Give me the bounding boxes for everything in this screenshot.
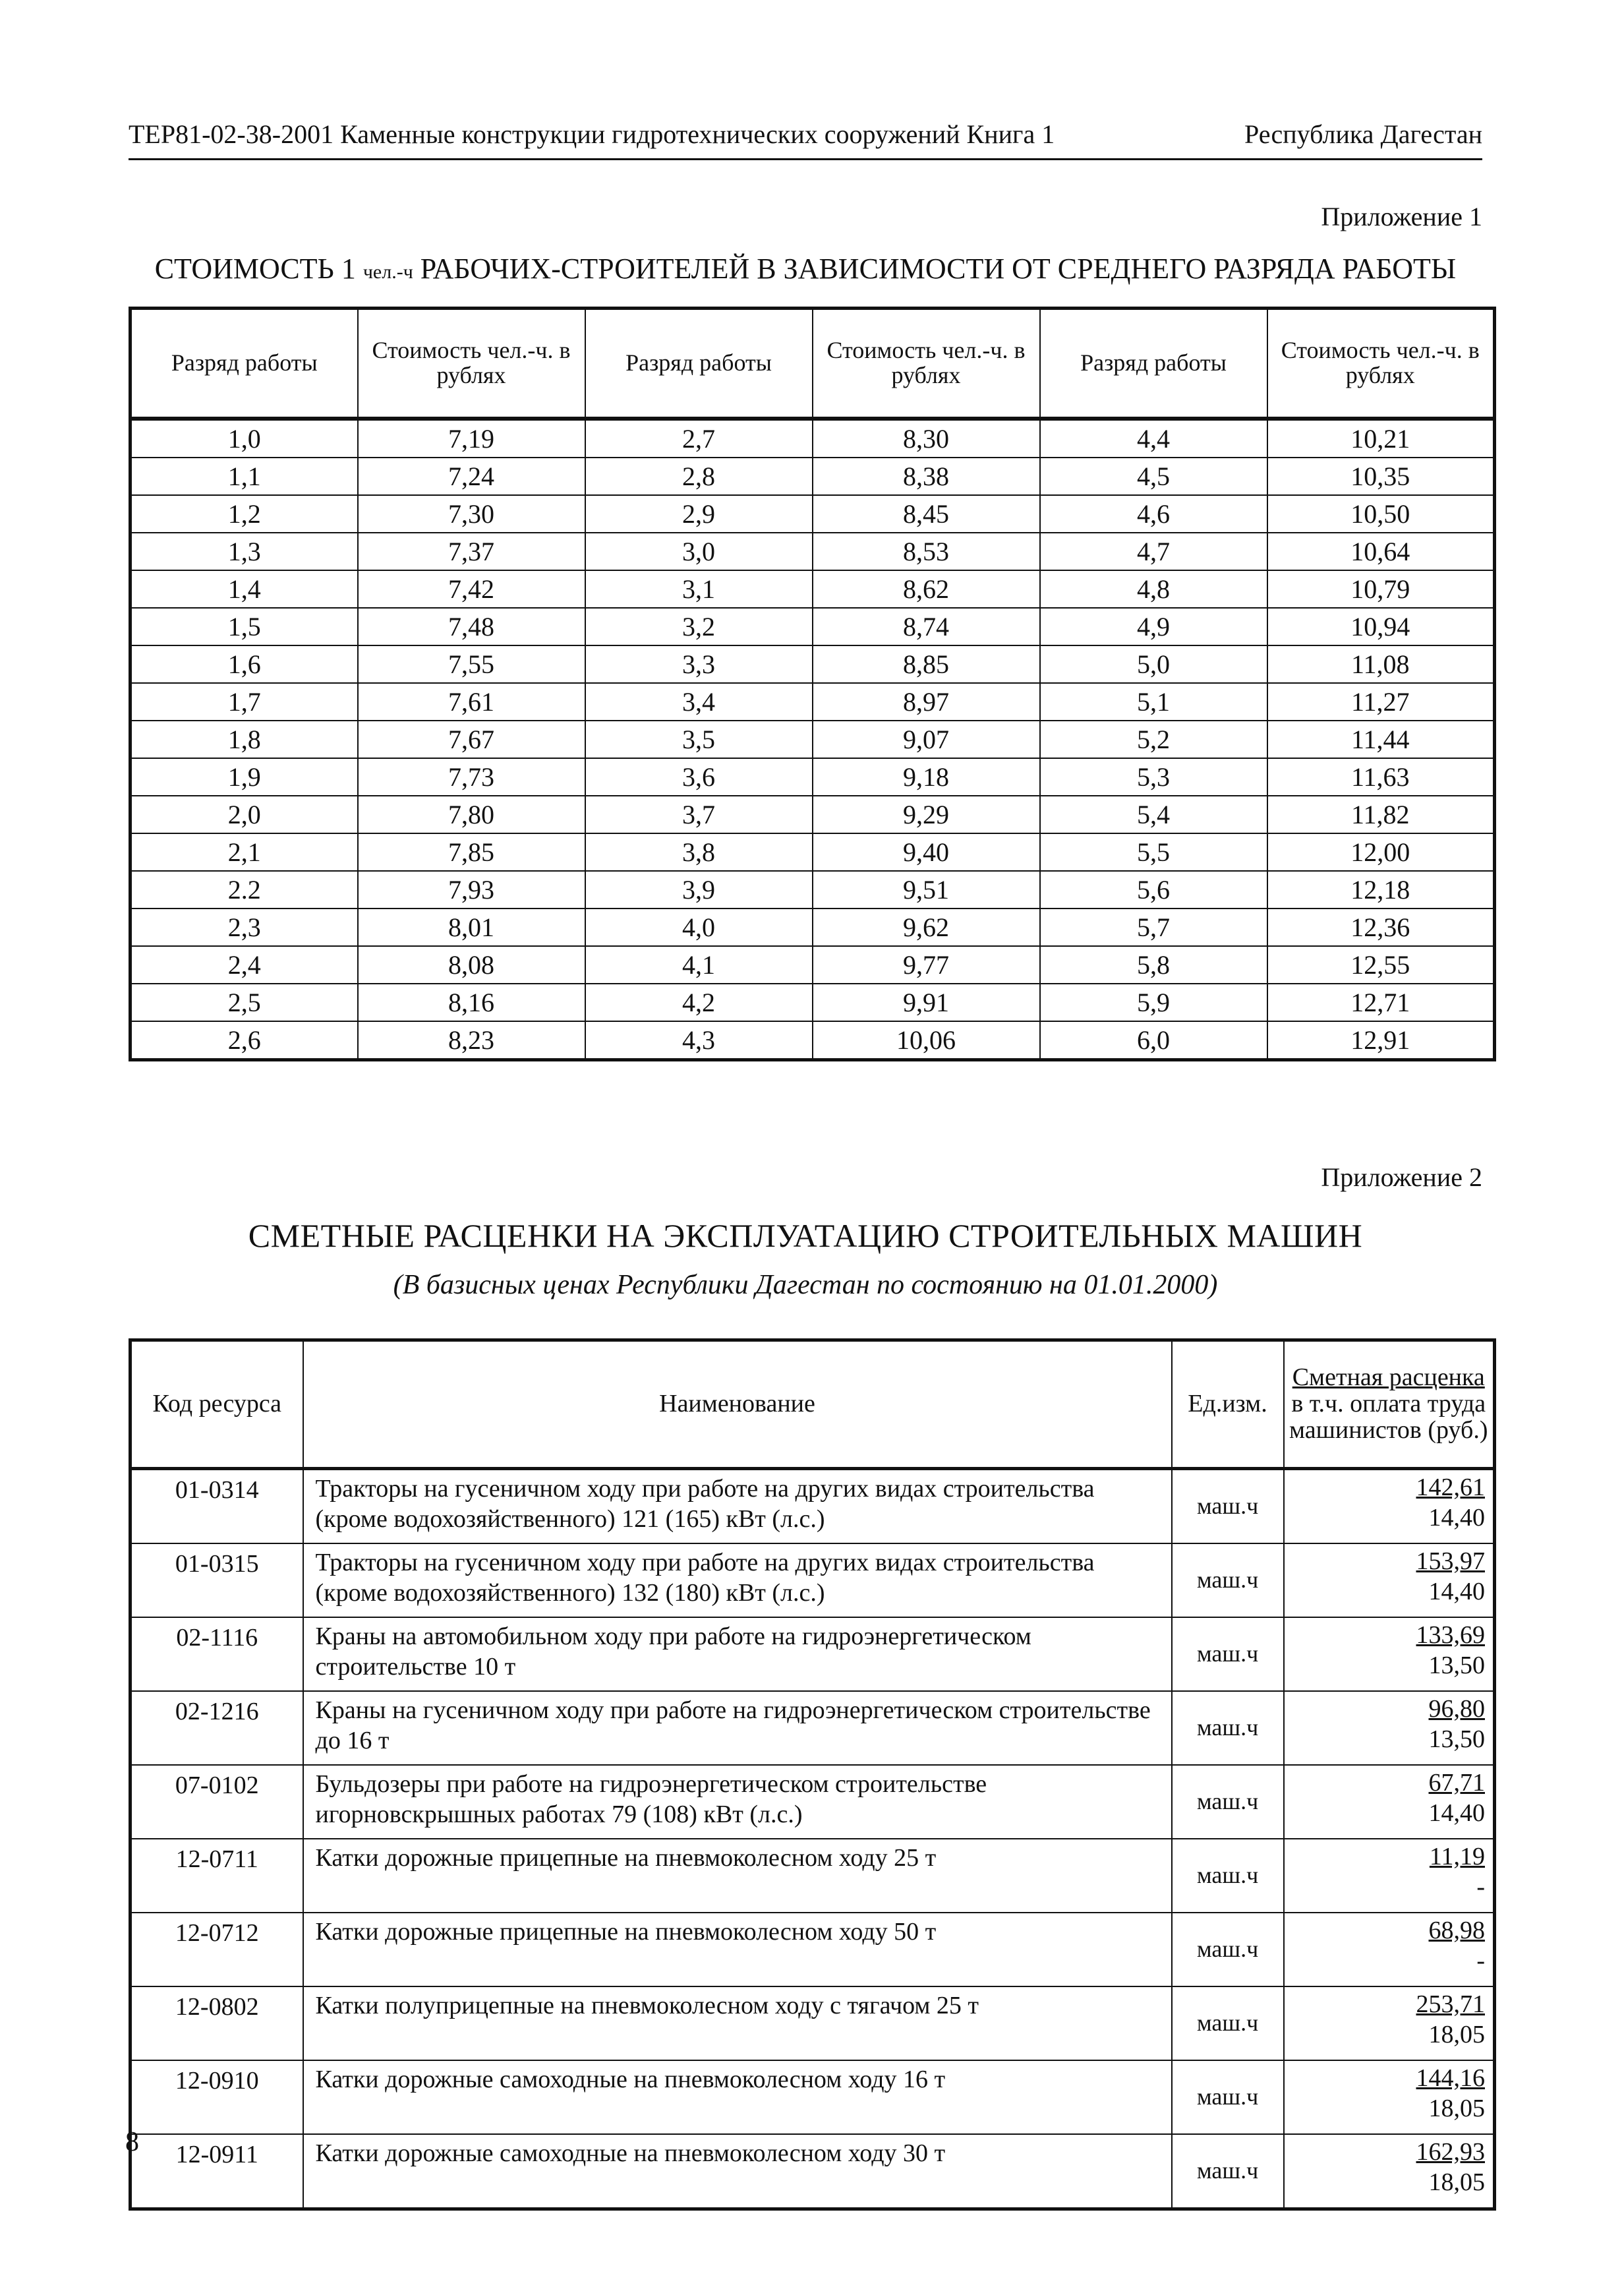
- grade-cell: 5,8: [1040, 946, 1267, 984]
- cost-cell: 8,97: [813, 683, 1040, 721]
- cost-cell: 11,27: [1267, 683, 1495, 721]
- estimated-rate: 142,61: [1416, 1474, 1485, 1501]
- table-row: [130, 570, 1495, 608]
- cost-cell: 8,62: [813, 570, 1040, 608]
- grade-cell: 5,7: [1040, 909, 1267, 946]
- cost-cell: 9,29: [813, 796, 1040, 833]
- resource-code-cell: 07-0102: [130, 1765, 303, 1839]
- table-header-row: [130, 309, 1495, 419]
- grade-cell: 6,0: [1040, 1021, 1267, 1060]
- cost-cell: 10,94: [1267, 608, 1495, 645]
- table-row: [130, 458, 1495, 495]
- table-row: [130, 946, 1495, 984]
- grade-cell: 3,2: [585, 608, 813, 645]
- header-code: Код ресурса: [130, 1340, 303, 1469]
- header-cell: Разряд работы: [585, 309, 813, 419]
- cost-cell: 10,79: [1267, 570, 1495, 608]
- grade-cell: 4,2: [585, 984, 813, 1021]
- grade-cell: 3,7: [585, 796, 813, 833]
- cost-cell: 11,63: [1267, 758, 1495, 796]
- grade-cell: 3,0: [585, 533, 813, 570]
- grade-cell: 5,3: [1040, 758, 1267, 796]
- grade-cell: 4,5: [1040, 458, 1267, 495]
- table-row: [130, 1765, 1495, 1839]
- grade-cell: 4,1: [585, 946, 813, 984]
- table-row: [130, 909, 1495, 946]
- unit-cell: маш.ч: [1172, 1691, 1284, 1765]
- header-cell: Разряд работы: [130, 309, 358, 419]
- estimated-rate: 67,71: [1428, 1769, 1485, 1797]
- cost-cell: 8,38: [813, 458, 1040, 495]
- cost-cell: 12,36: [1267, 909, 1495, 946]
- cost-cell: 8,01: [358, 909, 585, 946]
- cost-cell: 8,16: [358, 984, 585, 1021]
- estimated-rate: 96,80: [1428, 1695, 1485, 1723]
- grade-cell: 3,4: [585, 683, 813, 721]
- resource-code-cell: 01-0314: [130, 1469, 303, 1544]
- grade-cell: 2,6: [130, 1021, 358, 1060]
- resource-code-cell: 01-0315: [130, 1543, 303, 1617]
- header-cell: Стоимость чел.-ч. в рублях: [358, 309, 585, 419]
- resource-name-cell: Катки дорожные прицепные на пневмоколесном ходу 50 т: [303, 1913, 1172, 1986]
- grade-cell: 2,5: [130, 984, 358, 1021]
- table-header-row: [130, 1340, 1495, 1469]
- cost-cell: 10,50: [1267, 495, 1495, 533]
- operator-labor-cost: -: [1476, 1872, 1485, 1901]
- operator-labor-cost: 13,50: [1428, 1725, 1485, 1753]
- resource-code-cell: 02-1216: [130, 1691, 303, 1765]
- table-row: [130, 1913, 1495, 1986]
- unit-cell: маш.ч: [1172, 1765, 1284, 1839]
- table-row: [130, 533, 1495, 570]
- cost-cell: 7,19: [358, 419, 585, 458]
- price-cell: [1284, 1617, 1495, 1691]
- cost-cell: 8,08: [358, 946, 585, 984]
- resource-name-cell: Краны на автомобильном ходу при работе на гидроэнергетическом строительстве 10 т: [303, 1617, 1172, 1691]
- grade-cell: 1,5: [130, 608, 358, 645]
- resource-code-cell: 12-0911: [130, 2134, 303, 2209]
- cost-cell: 8,74: [813, 608, 1040, 645]
- appendix-1-title: [129, 252, 1482, 285]
- table-row: [130, 1986, 1495, 2060]
- grade-cell: 1,0: [130, 419, 358, 458]
- table-row: [130, 608, 1495, 645]
- table-row: [130, 2134, 1495, 2209]
- grade-cell: 4,9: [1040, 608, 1267, 645]
- cost-cell: 7,42: [358, 570, 585, 608]
- price-cell: [1284, 2134, 1495, 2209]
- estimated-rate: 153,97: [1416, 1547, 1485, 1575]
- table-row: [130, 1021, 1495, 1060]
- appendix-1-label: Приложение 1: [1321, 202, 1482, 231]
- grade-cell: 2.2: [130, 871, 358, 909]
- wage-rate-table: [129, 307, 1496, 1061]
- cost-cell: 7,80: [358, 796, 585, 833]
- estimated-rate: 253,71: [1416, 1990, 1485, 2018]
- cost-cell: 12,00: [1267, 833, 1495, 871]
- operator-labor-cost: 18,05: [1428, 2168, 1485, 2196]
- resource-code-cell: 12-0712: [130, 1913, 303, 1986]
- cost-cell: 8,30: [813, 419, 1040, 458]
- operator-labor-cost: 14,40: [1428, 1503, 1485, 1532]
- grade-cell: 1,4: [130, 570, 358, 608]
- cost-cell: 12,91: [1267, 1021, 1495, 1060]
- cost-cell: 8,23: [358, 1021, 585, 1060]
- cost-cell: 8,53: [813, 533, 1040, 570]
- grade-cell: 3,5: [585, 721, 813, 758]
- table-row: [130, 984, 1495, 1021]
- grade-cell: 3,1: [585, 570, 813, 608]
- resource-code-cell: 12-0802: [130, 1986, 303, 2060]
- header-price-main: Сметная расценка: [1292, 1363, 1485, 1392]
- operator-labor-cost: 18,05: [1428, 2020, 1485, 2048]
- table-row: [130, 796, 1495, 833]
- cost-cell: 8,45: [813, 495, 1040, 533]
- grade-cell: 1,1: [130, 458, 358, 495]
- resource-name-cell: Бульдозеры при работе на гидроэнергетическом строительстве игорновскрышных работах 79 (108) кВт (л.с.): [303, 1765, 1172, 1839]
- grade-cell: 2,3: [130, 909, 358, 946]
- resource-code-cell: 12-0910: [130, 2060, 303, 2134]
- operator-labor-cost: 14,40: [1428, 1577, 1485, 1605]
- grade-cell: 4,7: [1040, 533, 1267, 570]
- cost-cell: 11,44: [1267, 721, 1495, 758]
- operator-labor-cost: 18,05: [1428, 2094, 1485, 2122]
- table-row: [130, 758, 1495, 796]
- unit-cell: маш.ч: [1172, 2134, 1284, 2209]
- page-number: 8: [125, 2127, 139, 2157]
- table-row: [130, 419, 1495, 458]
- grade-cell: 1,8: [130, 721, 358, 758]
- cost-cell: 9,62: [813, 909, 1040, 946]
- title-part-unit: чел.-ч: [362, 261, 413, 283]
- cost-cell: 9,51: [813, 871, 1040, 909]
- resource-name-cell: Катки дорожные прицепные на пневмоколесном ходу 25 т: [303, 1839, 1172, 1913]
- grade-cell: 1,2: [130, 495, 358, 533]
- price-cell: [1284, 1543, 1495, 1617]
- header-name: Наименование: [303, 1340, 1172, 1469]
- grade-cell: 5,5: [1040, 833, 1267, 871]
- cost-cell: 12,18: [1267, 871, 1495, 909]
- estimated-rate: 162,93: [1416, 2138, 1485, 2166]
- grade-cell: 2,8: [585, 458, 813, 495]
- header-price-sub: в т.ч. оплата труда машинистов (руб.): [1289, 1390, 1488, 1444]
- price-cell: [1284, 1691, 1495, 1765]
- header-region: Республика Дагестан: [1244, 119, 1482, 149]
- header-divider: [129, 158, 1482, 160]
- cost-cell: 7,37: [358, 533, 585, 570]
- resource-name-cell: Катки дорожные самоходные на пневмоколесном ходу 16 т: [303, 2060, 1172, 2134]
- grade-cell: 2,0: [130, 796, 358, 833]
- resource-code-cell: 02-1116: [130, 1617, 303, 1691]
- table-row: [130, 645, 1495, 683]
- cost-cell: 7,55: [358, 645, 585, 683]
- estimated-rate: 11,19: [1429, 1843, 1485, 1870]
- grade-cell: 5,2: [1040, 721, 1267, 758]
- grade-cell: 2,1: [130, 833, 358, 871]
- wage-rate-table-body: [130, 419, 1495, 1060]
- price-cell: [1284, 2060, 1495, 2134]
- cost-cell: 7,85: [358, 833, 585, 871]
- grade-cell: 1,6: [130, 645, 358, 683]
- grade-cell: 2,7: [585, 419, 813, 458]
- cost-cell: 7,30: [358, 495, 585, 533]
- header-title: ТЕР81-02-38-2001 Каменные конструкции гидротехнических сооружений Книга 1: [129, 119, 1055, 149]
- resource-name-cell: Катки полуприцепные на пневмоколесном ходу с тягачом 25 т: [303, 1986, 1172, 2060]
- header-cell: Стоимость чел.-ч. в рублях: [1267, 309, 1495, 419]
- appendix-2-label: Приложение 2: [1321, 1162, 1482, 1192]
- grade-cell: 3,8: [585, 833, 813, 871]
- resource-name-cell: Краны на гусеничном ходу при работе на гидроэнергетическом строительстве до 16 т: [303, 1691, 1172, 1765]
- unit-cell: маш.ч: [1172, 1543, 1284, 1617]
- table-row: [130, 1839, 1495, 1913]
- unit-cell: маш.ч: [1172, 1469, 1284, 1544]
- machine-rates-table: [129, 1338, 1496, 2211]
- table-row: [130, 871, 1495, 909]
- cost-cell: 11,82: [1267, 796, 1495, 833]
- grade-cell: 3,9: [585, 871, 813, 909]
- cost-cell: 7,48: [358, 608, 585, 645]
- cost-cell: 9,40: [813, 833, 1040, 871]
- cost-cell: 9,07: [813, 721, 1040, 758]
- grade-cell: 4,6: [1040, 495, 1267, 533]
- grade-cell: 5,4: [1040, 796, 1267, 833]
- table-row: [130, 1469, 1495, 1544]
- table-row: [130, 1691, 1495, 1765]
- header-cell: Разряд работы: [1040, 309, 1267, 419]
- table-row: [130, 721, 1495, 758]
- price-cell: [1284, 1765, 1495, 1839]
- cost-cell: 7,61: [358, 683, 585, 721]
- machine-rates-table-body: [130, 1469, 1495, 2209]
- price-cell: [1284, 1839, 1495, 1913]
- cost-cell: 12,71: [1267, 984, 1495, 1021]
- operator-labor-cost: 13,50: [1428, 1651, 1485, 1679]
- price-cell: [1284, 1913, 1495, 1986]
- header-cell: Стоимость чел.-ч. в рублях: [813, 309, 1040, 419]
- cost-cell: 7,67: [358, 721, 585, 758]
- grade-cell: 1,9: [130, 758, 358, 796]
- estimated-rate: 68,98: [1428, 1917, 1485, 1944]
- appendix-2-title: СМЕТНЫЕ РАСЦЕНКИ НА ЭКСПЛУАТАЦИЮ СТРОИТЕЛЬНЫХ МАШИН: [248, 1217, 1363, 1254]
- cost-cell: 7,24: [358, 458, 585, 495]
- grade-cell: 5,0: [1040, 645, 1267, 683]
- cost-cell: 8,85: [813, 645, 1040, 683]
- grade-cell: 2,4: [130, 946, 358, 984]
- unit-cell: маш.ч: [1172, 1617, 1284, 1691]
- table-row: [130, 683, 1495, 721]
- cost-cell: 9,77: [813, 946, 1040, 984]
- grade-cell: 3,3: [585, 645, 813, 683]
- unit-cell: маш.ч: [1172, 2060, 1284, 2134]
- price-cell: [1284, 1986, 1495, 2060]
- grade-cell: 5,9: [1040, 984, 1267, 1021]
- cost-cell: 12,55: [1267, 946, 1495, 984]
- table-row: [130, 1543, 1495, 1617]
- cost-cell: 7,73: [358, 758, 585, 796]
- grade-cell: 4,4: [1040, 419, 1267, 458]
- grade-cell: 1,7: [130, 683, 358, 721]
- table-row: [130, 495, 1495, 533]
- table-row: [130, 833, 1495, 871]
- operator-labor-cost: 14,40: [1428, 1799, 1485, 1827]
- grade-cell: 5,1: [1040, 683, 1267, 721]
- appendix-2-subtitle: (В базисных ценах Республики Дагестан по состоянию на 01.01.2000): [393, 1270, 1218, 1300]
- title-part-2: РАБОЧИХ-СТРОИТЕЛЕЙ В ЗАВИСИМОСТИ ОТ СРЕДНЕГО РАЗРЯДА РАБОТЫ: [413, 253, 1457, 285]
- grade-cell: 2,9: [585, 495, 813, 533]
- cost-cell: 10,64: [1267, 533, 1495, 570]
- operator-labor-cost: -: [1476, 1946, 1485, 1975]
- header-unit: Ед.изм.: [1172, 1340, 1284, 1469]
- estimated-rate: 133,69: [1416, 1621, 1485, 1649]
- unit-cell: маш.ч: [1172, 1986, 1284, 2060]
- resource-name-cell: Катки дорожные самоходные на пневмоколесном ходу 30 т: [303, 2134, 1172, 2209]
- resource-code-cell: 12-0711: [130, 1839, 303, 1913]
- estimated-rate: 144,16: [1416, 2064, 1485, 2092]
- grade-cell: 3,6: [585, 758, 813, 796]
- cost-cell: 11,08: [1267, 645, 1495, 683]
- resource-name-cell: Тракторы на гусеничном ходу при работе на других видах строительства (кроме водохозяйственного) 132 (180) кВт (л.с.): [303, 1543, 1172, 1617]
- unit-cell: маш.ч: [1172, 1839, 1284, 1913]
- grade-cell: 5,6: [1040, 871, 1267, 909]
- unit-cell: маш.ч: [1172, 1913, 1284, 1986]
- grade-cell: 4,8: [1040, 570, 1267, 608]
- grade-cell: 1,3: [130, 533, 358, 570]
- cost-cell: 9,91: [813, 984, 1040, 1021]
- resource-name-cell: Тракторы на гусеничном ходу при работе на других видах строительства (кроме водохозяйственного) 121 (165) кВт (л.с.): [303, 1469, 1172, 1544]
- cost-cell: 9,18: [813, 758, 1040, 796]
- cost-cell: 7,93: [358, 871, 585, 909]
- table-row: [130, 2060, 1495, 2134]
- cost-cell: 10,35: [1267, 458, 1495, 495]
- grade-cell: 4,0: [585, 909, 813, 946]
- title-part-1: СТОИМОСТЬ 1: [154, 253, 363, 285]
- price-cell: [1284, 1469, 1495, 1544]
- header-price: [1284, 1340, 1495, 1469]
- table-row: [130, 1617, 1495, 1691]
- cost-cell: 10,06: [813, 1021, 1040, 1060]
- grade-cell: 4,3: [585, 1021, 813, 1060]
- cost-cell: 10,21: [1267, 419, 1495, 458]
